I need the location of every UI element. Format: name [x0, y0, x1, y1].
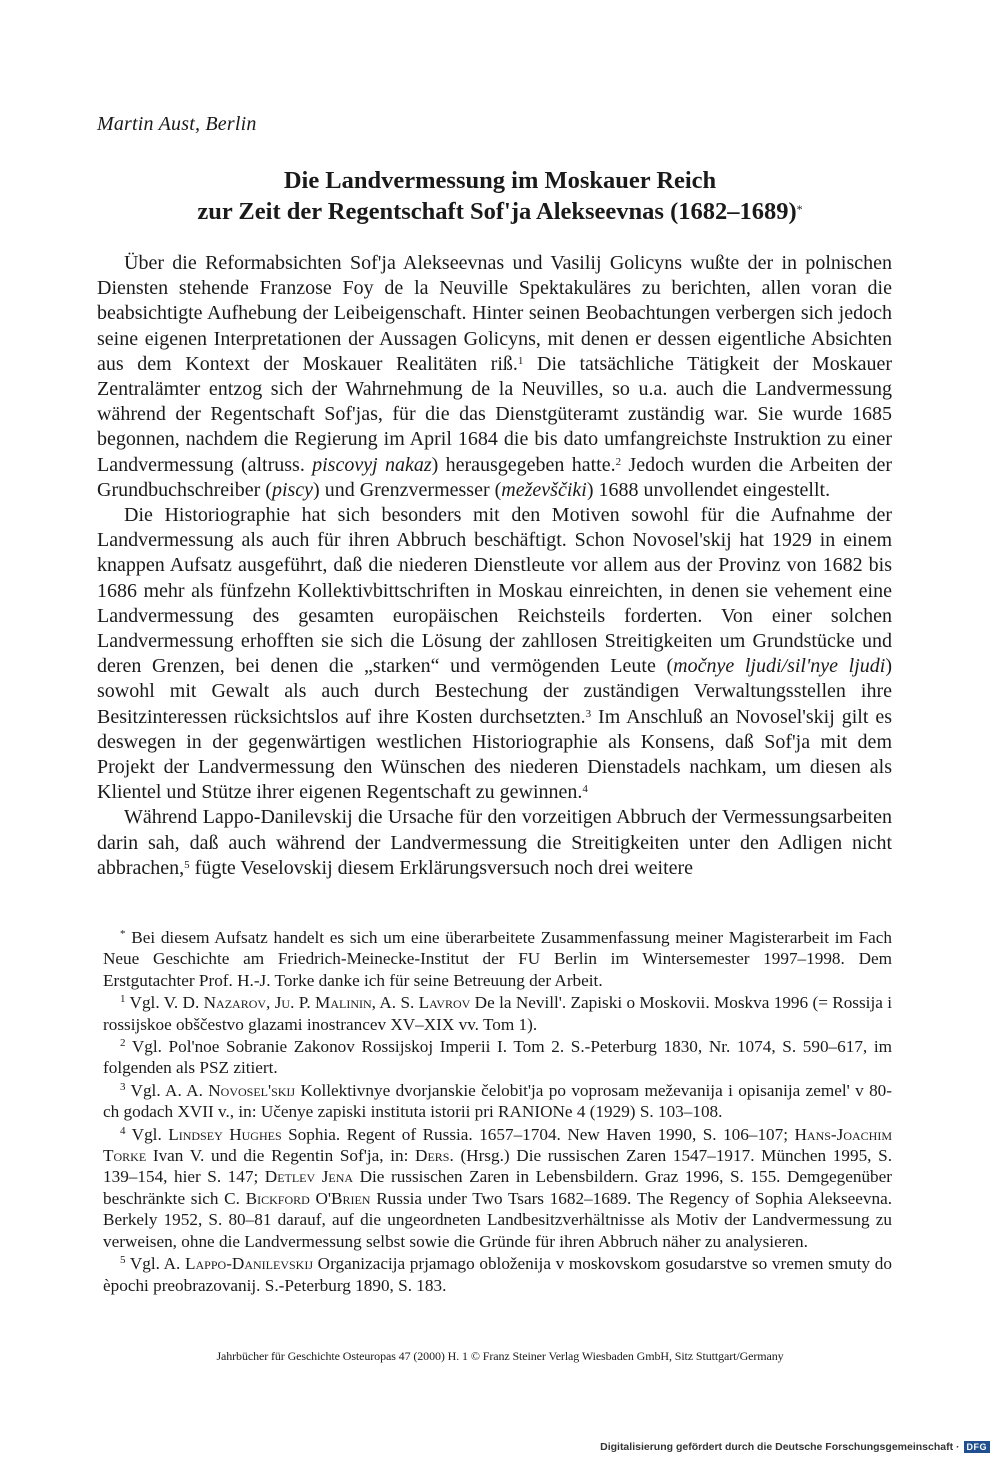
footnote-star: * Bei diesem Aufsatz handelt es sich um eine überarbeitete Zusammenfassung meiner Magisterarbeit im Fach Neue Geschichte am Friedrich-Meinecke-Institut der FU Berlin im Wintersemester 1997–1998. Dem Erstgutachter Prof. H.-J. Torke danke ich für seine Betreuung der Arbeit. — [103, 928, 892, 990]
footnotes — [103, 927, 892, 1297]
footnote-ref-5[interactable]: 5 — [184, 858, 190, 871]
title-line-2-text: zur Zeit der Regentschaft Sof'ja Alekseevnas (1682–1689) — [197, 198, 797, 225]
footnote-2: $^2$ Vgl. Pol'noe Sobranie Zakonov Rossijskoj Imperii I. Tom 2. S.-Peterburg 1830, Nr. 1074, S. 590–617, im folgenden als PSZ zitiert. — [103, 1037, 892, 1078]
footnote-3: $^3$ Vgl. A. A. Novosel'skij Kollektivnye dvorjanskie čelobit'ja po voprosam meževanija i opisanija zemel' v 80-ch godach XVII v., in: Učenye zapiski instituta istorii pri RANIONe 4 (1929) S. 103–108. — [103, 1080, 892, 1122]
dfg-logo: DFG — [964, 1441, 991, 1453]
article-title — [60, 165, 940, 227]
title-line-2 — [60, 196, 940, 227]
title-line-1: Die Landvermessung im Moskauer Reich — [283, 167, 717, 194]
footnote-4: $^4$ Vgl. Lindsey Hughes Sophia. Regent of Russia. 1657–1704. New Haven 1990, S. 106–107; Hans-Joachim Torke Ivan V. und die Regentin Sof'ja, in: Ders. (Hrsg.) Die russischen Zaren 1547–1917. München 1995, S. 139–154, hier S. 147; Detlev Jena Die russischen Zaren in Lebensbildern. Graz 1996, S. 155. Demgegenüber beschränkte sich C. Bickford O'Brien Russia under Two Tsars 1682–1689. The Regency of Sophia Alekseevna. Berkely 1952, S. 80–81 darauf, auf die ungeordneten Landbesitzverhältnisse als Motiv der Landvermessung zu verweisen, ohne die Landvermessung selbst sowie die Gründe für ihren Abbruch näher zu analysieren. — [103, 1124, 893, 1251]
dfg-credit-text: Digitalisierung gefördert durch die Deutsche Forschungsgemeinschaft · — [600, 1441, 960, 1453]
footnote-ref-4[interactable]: 4 — [582, 783, 588, 796]
footnote-5: $^5$ Vgl. A. Lappo-Danilevskij Organizacija prjamago obloženija v moskovskom gosudarstve so vremen smuty do èpochi preobrazovanij. S.-Peterburg 1890, S. 183. — [103, 1254, 892, 1295]
author-line: Martin Aust, Berlin — [97, 113, 257, 135]
body-paragraph-2: Die Historiographie hat sich besonders mit den Motiven sowohl für die Aufnahme der Landvermessung als auch für ihren Abbruch beschäftigt. Schon Novosel'skij hat 1929 in einem knappen Aufsatz ausgeführt, daß die niederen Dienstleute vor allem aus der Provinz von 1682 bis 1686 mehr als fünfzehn Kollektivbittschriften in Moskau einreichten, in denen sie vehement eine Landvermessung des gesamten europäischen Reichsteils forderten. Von einer solchen Landvermessung erhofften sie sich die Lösung der zahllosen Streitigkeiten um Grundstücke und deren Grenzen, bei denen die „starken“ und vermögenden Leute (močnye ljudi/sil'nye ljudi) sowohl mit Gewalt als auch durch Bestechung der zuständigen Verwaltungsstellen ihre Besitzinteressen rücksichtslos auf ihre Kosten durchsetzten.$^3$ Im Anschluß an Novosel'skij gilt es deswegen in der gegenwärtigen westlichen Historiographie als Konsens, daß Sof'ja mit dem Projekt der Landvermessung den Wünschen des niederen Dienstadels nachkam, um diesen als Klientel und Stütze ihrer eigenen Regentschaft zu gewinnen.$^4$ — [97, 504, 893, 804]
journal-footer: Jahrbücher für Geschichte Osteuropas 47 (2000) H. 1 © Franz Steiner Verlag Wiesbaden GmbH, Sitz Stuttgart/Germany — [216, 1349, 784, 1363]
footnote-ref-2[interactable]: 2 — [615, 455, 622, 468]
footnote-ref-3[interactable]: 3 — [585, 707, 592, 720]
title-footnote-mark[interactable]: * — [796, 202, 803, 216]
article-body — [97, 251, 892, 881]
body-paragraph-1: Über die Reformabsichten Sof'ja Alekseevnas und Vasilij Golicyns wußte der in polnischen Diensten stehende Franzose Foy de la Neuville Spektakuläres zu berichten, allen voran die beabsichtigte Aufhebung der Leibeigenschaft. Hinter seinen Beobachtungen verbergen sich jedoch seine eigenen Interpretationen der Aussagen Golicyns, mit denen er dessen eigentliche Absichten aus dem Kontext der Moskauer Realitäten riß.$^1$ Die tatsächliche Tätigkeit der Moskauer Zentralämter entzog sich der Wahrnehmung de la Neuvilles, so u.a. auch die Landvermessung während der Regentschaft Sof'jas, für die das Dienstgüteramt zuständig war. Sie wurde 1685 begonnen, nachdem die Regierung im April 1684 die bis dato umfangreichste Instruktion zu einer Landvermessung (altruss. piscovyj nakaz) herausgegeben hatte.$^2$ Jedoch wurden die Arbeiten der Grundbuchschreiber (piscy) und Grenzvermesser (meževščiki) 1688 unvollendet eingestellt. — [97, 252, 893, 501]
footnote-ref-1[interactable]: 1 — [517, 354, 524, 367]
footnote-1: $^1$ Vgl. V. D. Nazarov, Ju. P. Malinin, A. S. Lavrov De la Nevill'. Zapiski o Moskovii. Moskva 1996 (= Rossija i rossijskoe obščestvo glazami inostrancev XV–XIX vv. Tom 1). — [103, 993, 893, 1034]
body-paragraph-3: Während Lappo-Danilevskij die Ursache für den vorzeitigen Abbruch der Vermessungsarbeiten darin sah, daß auch während der Landvermessung die Streitigkeiten unter den Adligen nicht abbrachen,$^5$ fügte Veselovskij diesem Erklärungsversuch noch drei weitere — [97, 806, 892, 879]
dfg-credit — [600, 1441, 990, 1453]
